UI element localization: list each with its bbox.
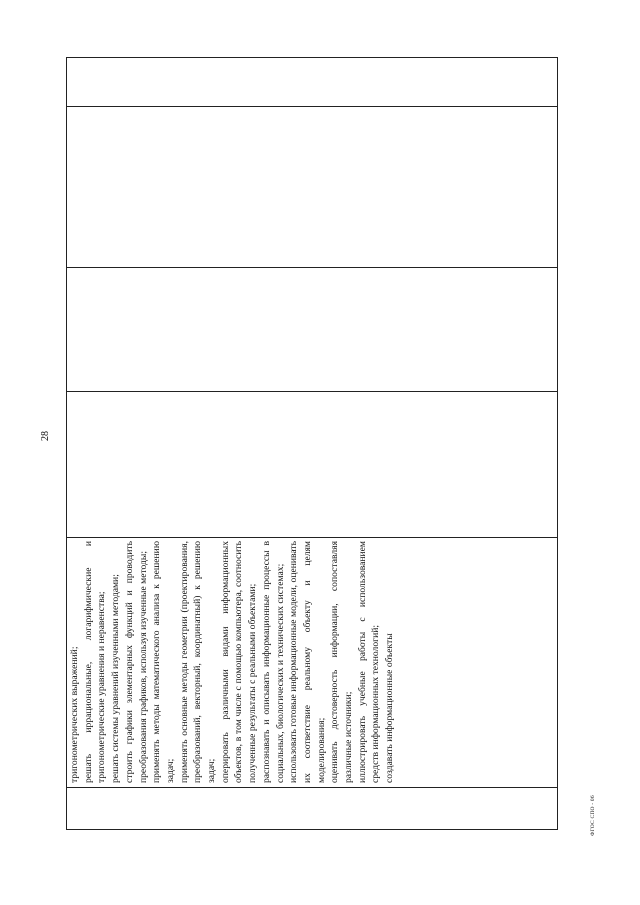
table-cell-empty — [67, 268, 558, 392]
list-item: решать иррациональные, логарифмические и тригонометрические уравнения и неравенства; — [82, 541, 108, 783]
table-cell-index — [67, 788, 558, 830]
list-item: применять основные методы геометрии (проектирования, преобразований, векторный, координатный) к решению задач; — [178, 541, 218, 783]
list-item: тригонометрических выражений; — [69, 646, 80, 783]
list-item: иллюстрировать учебные работы с использованием средств информационных технологий; — [356, 541, 382, 783]
table-row — [67, 58, 558, 830]
table-cell-empty — [67, 392, 558, 538]
list-item: решать системы уравнений изученными методами; — [110, 574, 122, 783]
footer-code: ФГОС СПО - 06 — [590, 795, 596, 836]
list-item: распознавать и описывать информационные процессы в социальных, биологических и технических системах; — [260, 541, 286, 783]
curriculum-table — [66, 57, 558, 830]
list-item: создавать информационные объекты — [384, 633, 396, 783]
list-item: оперировать различными видами информационных объектов, в том числе с помощью компьютера, соотносить полученные результаты с реальными объектами; — [219, 541, 259, 783]
list-item: применять методы математического анализа к решению задач; — [151, 541, 176, 783]
table-cell-empty — [67, 107, 558, 268]
list-item: использовать готовые информационные модели, оценивать их соответствие реальному объекту и целям моделирования; — [288, 541, 327, 783]
table-cell-empty — [67, 58, 558, 107]
skills-list — [67, 538, 397, 787]
list-item: строить графики элементарных функций и проводить преобразования графиков, используя изученные методы; — [123, 541, 149, 783]
list-item: оценивать достоверность информации, сопоставляя различные источники; — [329, 541, 355, 783]
table-cell-skills — [67, 538, 558, 788]
page-number: 28 — [40, 431, 51, 441]
rotated-page — [66, 58, 558, 830]
